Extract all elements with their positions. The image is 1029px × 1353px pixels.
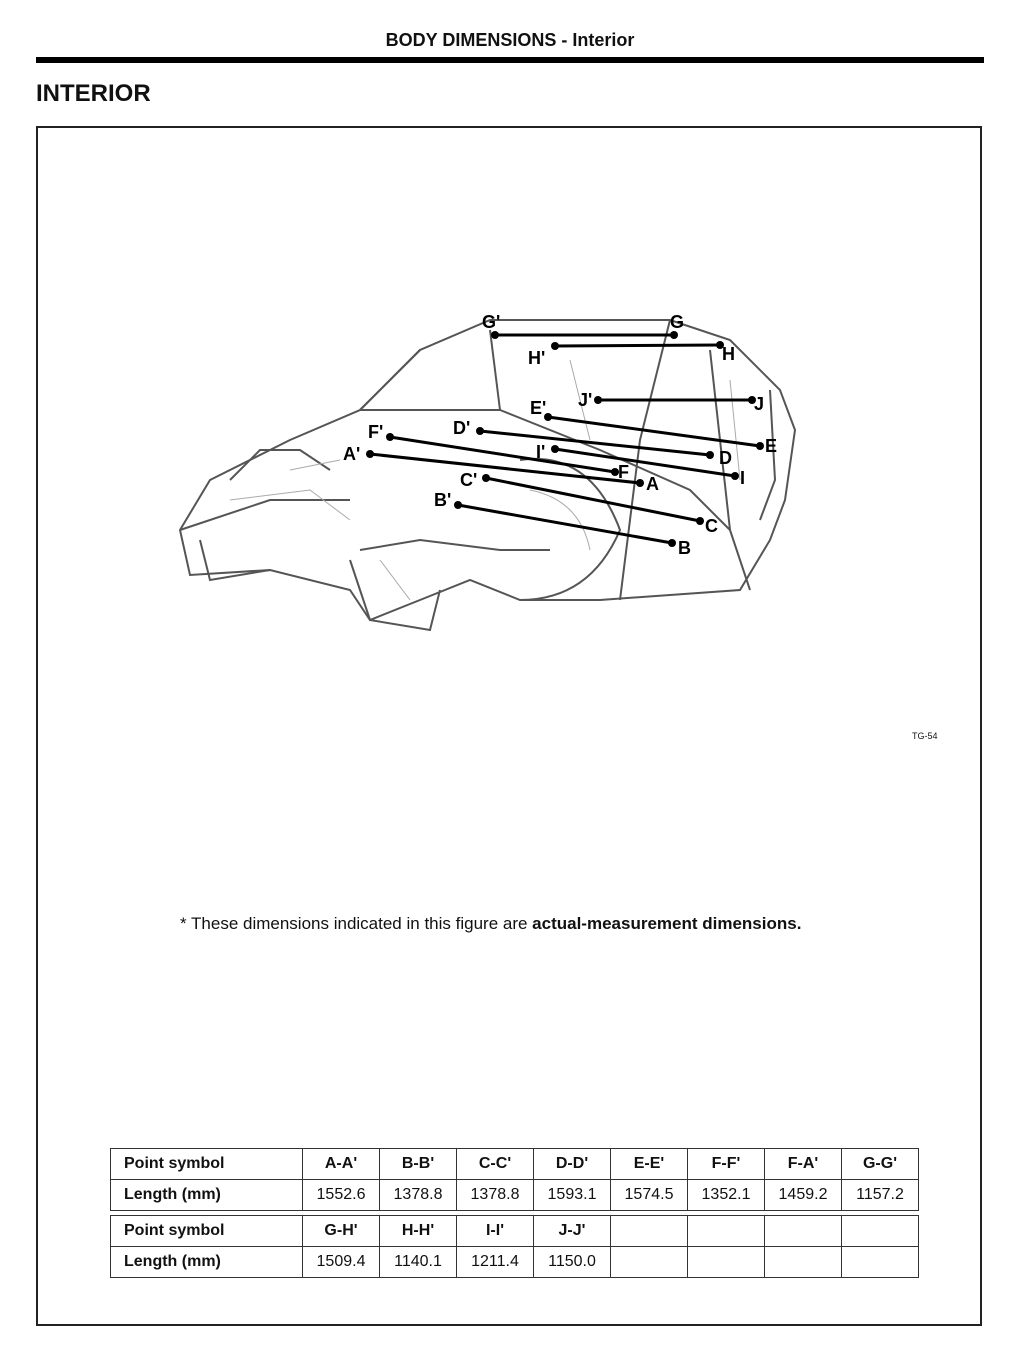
table-row <box>111 1149 919 1180</box>
table-cell: 1552.6 <box>303 1180 380 1211</box>
point-label-i-prime: I' <box>536 442 546 462</box>
table-cell <box>611 1216 688 1247</box>
point-label-d: D <box>719 448 732 468</box>
point-label-e: E <box>765 436 778 456</box>
table-cell: F-F' <box>688 1149 765 1180</box>
table-cell: 1459.2 <box>765 1180 842 1211</box>
point-label-a: A <box>646 474 659 494</box>
point-label-b-prime: B' <box>434 490 452 510</box>
table-cell: 1574.5 <box>611 1180 688 1211</box>
section-title: INTERIOR <box>36 80 151 107</box>
header-rule <box>36 57 984 63</box>
point-label-j: J <box>754 394 765 414</box>
table-cell <box>611 1247 688 1278</box>
table-cell <box>688 1247 765 1278</box>
dimensions-table <box>110 1148 919 1278</box>
table-cell: 1157.2 <box>842 1180 919 1211</box>
table-cell: 1150.0 <box>534 1247 611 1278</box>
line-b-b <box>458 505 672 543</box>
table-row <box>111 1247 919 1278</box>
point-label-j-prime: J' <box>578 390 593 410</box>
row-label-length: Length (mm) <box>111 1180 303 1211</box>
table-cell: 1378.8 <box>380 1180 457 1211</box>
table-cell: G-G' <box>842 1149 919 1180</box>
point-label-h-prime: H' <box>528 348 546 368</box>
table-cell: C-C' <box>457 1149 534 1180</box>
table-cell: D-D' <box>534 1149 611 1180</box>
point-label-d-prime: D' <box>453 418 471 438</box>
table-cell: 1509.4 <box>303 1247 380 1278</box>
point-label-e-prime: E' <box>530 398 547 418</box>
point-label-c: C <box>705 516 718 536</box>
table-cell: G-H' <box>303 1216 380 1247</box>
table-cell: H-H' <box>380 1216 457 1247</box>
table-cell: J-J' <box>534 1216 611 1247</box>
table-cell: 1352.1 <box>688 1180 765 1211</box>
note-bold-text: actual-measurement dimensions. <box>532 914 802 933</box>
table-cell <box>688 1216 765 1247</box>
measurement-note <box>180 914 801 934</box>
table-cell <box>765 1247 842 1278</box>
figure-code: TG-54 <box>912 731 938 741</box>
table-cell: A-A' <box>303 1149 380 1180</box>
table-cell <box>842 1247 919 1278</box>
table-cell <box>765 1216 842 1247</box>
table-row <box>111 1216 919 1247</box>
table-cell <box>842 1216 919 1247</box>
table-row <box>111 1180 919 1211</box>
note-text: * These dimensions indicated in this figure are <box>180 914 533 933</box>
point-label-h: H <box>722 344 735 364</box>
point-label-i: I <box>740 468 746 488</box>
point-label-f: F <box>618 462 629 482</box>
table-cell: 1140.1 <box>380 1247 457 1278</box>
point-label-c-prime: C' <box>460 470 478 490</box>
point-label-f-prime: F' <box>368 422 384 442</box>
point-label-g-prime: G' <box>482 312 501 332</box>
table-cell: E-E' <box>611 1149 688 1180</box>
table-cell: 1211.4 <box>457 1247 534 1278</box>
table-cell: 1378.8 <box>457 1180 534 1211</box>
row-label-length: Length (mm) <box>111 1247 303 1278</box>
body-interior-diagram <box>170 300 810 640</box>
table-cell: 1593.1 <box>534 1180 611 1211</box>
line-h-h <box>555 345 720 346</box>
point-label-b: B <box>678 538 691 558</box>
table-cell: B-B' <box>380 1149 457 1180</box>
point-label-g: G <box>670 312 685 332</box>
table-cell: I-I' <box>457 1216 534 1247</box>
measurement-lines <box>370 335 760 543</box>
point-label-a-prime: A' <box>343 444 361 464</box>
table-cell: F-A' <box>765 1149 842 1180</box>
row-label-point-symbol: Point symbol <box>111 1149 303 1180</box>
row-label-point-symbol: Point symbol <box>111 1216 303 1247</box>
page-header: BODY DIMENSIONS - Interior <box>385 30 635 50</box>
